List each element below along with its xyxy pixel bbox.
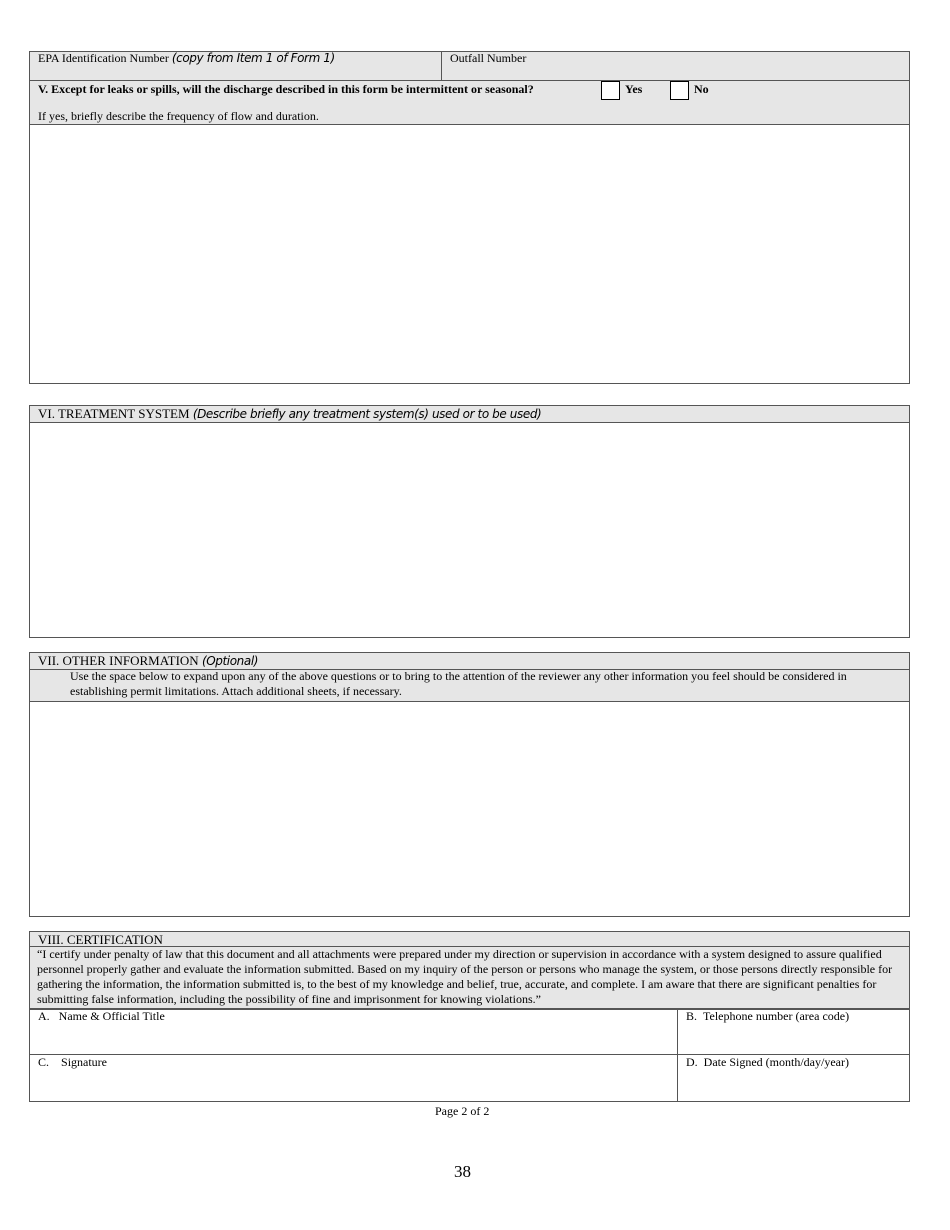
certification-statement: “I certify under penalty of law that this document and all attachments were prepared under my direction or supervision in accordance with a system designed to assure qualified personnel properly gather and evaluate the information submitted. Based on my inquiry of the person or persons who manage the system, or those persons directly responsible for gathering the information, the information submitted is, to the best of my knowledge and belief, true, accurate, and complete. I am aware that there are significant penalties for submitting false information, including the possibility of fine and imprisonment for knowing violations.”: [37, 947, 893, 1006]
section-v-question: V. Except for leaks or spills, will the discharge described in this form be intermittent or seasonal?: [38, 82, 534, 96]
section-vii-instruction: Use the space below to expand upon any of the above questions or to bring to the attention of the reviewer any other information you feel should be considered in establishing permit limitations. Attach additional sheets, if necessary.: [70, 669, 847, 698]
epa-id-note: (copy from Item 1 of Form 1): [171, 51, 335, 65]
yes-checkbox[interactable]: [601, 81, 620, 100]
other-information-response-area[interactable]: [29, 701, 910, 917]
section-v-response-area[interactable]: [29, 124, 910, 384]
section-v-instruction: If yes, briefly describe the frequency of flow and duration.: [38, 109, 319, 123]
no-checkbox[interactable]: [670, 81, 689, 100]
section-vii-note: (Optional): [201, 654, 259, 668]
section-vii-title: VII. OTHER INFORMATION (Optional): [38, 653, 259, 668]
no-label: No: [694, 82, 709, 96]
name-title-label: A. Name & Official Title: [38, 1009, 165, 1023]
epa-id-label: EPA Identification Number (copy from Item 1 of Form 1): [38, 51, 335, 65]
page-label: Page 2 of 2: [435, 1104, 490, 1118]
outfall-number-label: Outfall Number: [450, 51, 527, 65]
section-vi-title: VI. TREATMENT SYSTEM (Describe briefly any treatment system(s) used or to be used): [38, 406, 542, 421]
page-number: 38: [454, 1162, 471, 1181]
telephone-label: B. Telephone number (area code): [686, 1009, 850, 1023]
signature-field[interactable]: [30, 1055, 676, 1101]
date-signed-label: D. Date Signed (month/day/year): [686, 1055, 849, 1069]
section-vi-note: (Describe briefly any treatment system(s) used or to be used): [192, 407, 542, 421]
treatment-system-response-area[interactable]: [29, 422, 910, 638]
signature-label: C. Signature: [38, 1055, 108, 1069]
section-viii-title: VIII. CERTIFICATION: [38, 932, 163, 947]
yes-label: Yes: [625, 82, 643, 96]
